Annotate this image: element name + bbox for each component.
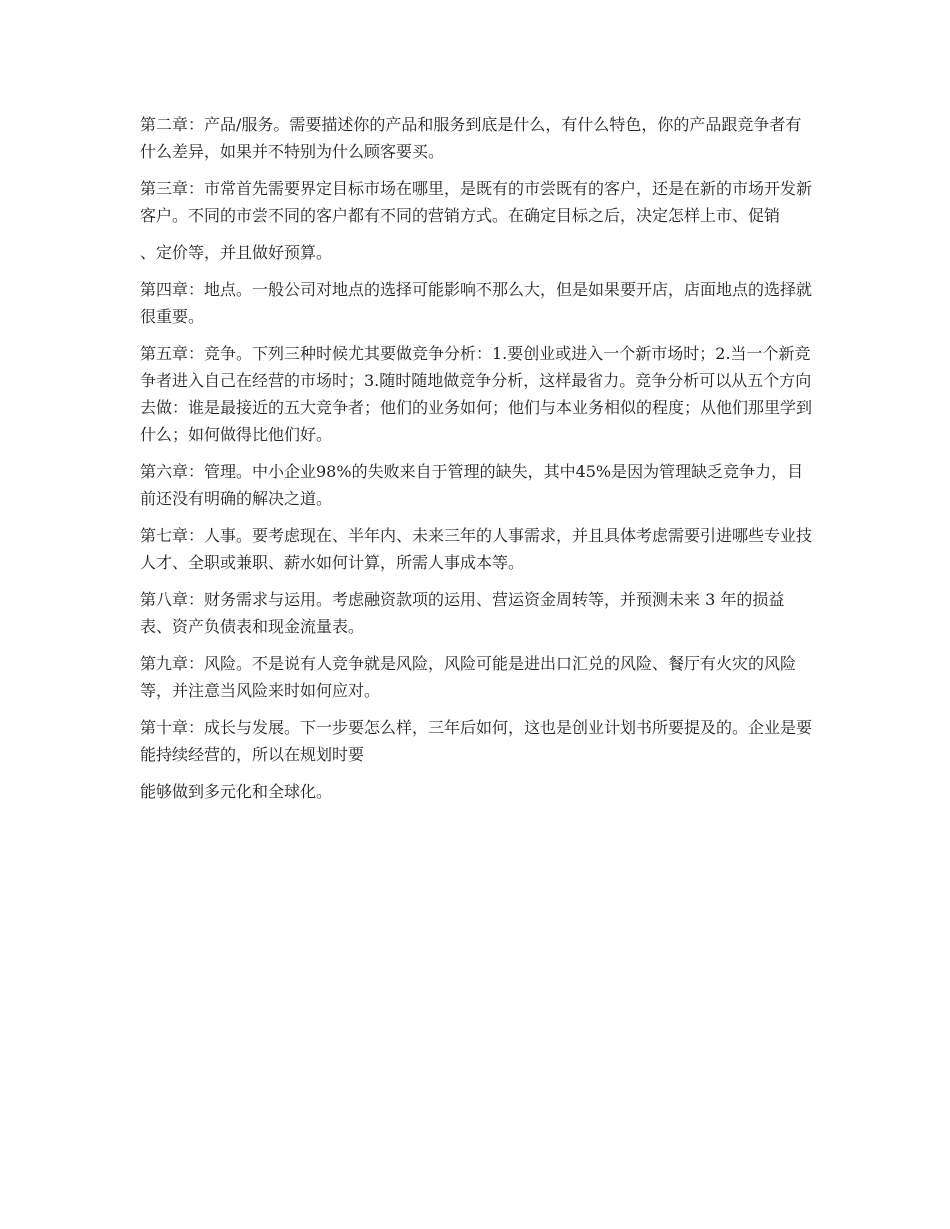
- paragraph-chapter-5: 第五章：竞争。下列三种时候尤其要做竞争分析：1.要创业或进入一个新市场时；2.当一个新竞争者进入自己在经营的市场时；3.随时随地做竞争分析，这样最省力。竞争分析可以从五个方向去做：谁是最接近的五大竞争者；他们的业务如何；他们与本业务相似的程度；从他们那里学到什么；如何做得比他们好。: [140, 344, 813, 444]
- paragraph-chapter-10: 第十章：成长与发展。下一步要怎么样，三年后如何，这也是创业计划书所要提及的。企业是要能持续经营的，所以在规划时要: [140, 718, 813, 764]
- paragraph-chapter-2: 第二章：产品/服务。需要描述你的产品和服务到底是什么，有什么特色，你的产品跟竞争者有什么差异，如果并不特别为什么顾客要买。: [140, 115, 802, 161]
- paragraph-chapter-7: 第七章：人事。要考虑现在、半年内、未来三年的人事需求，并且具体考虑需要引进哪些专业技人才、全职或兼职、薪水如何计算，所需人事成本等。: [140, 526, 813, 572]
- paragraph-chapter-3-continued: 、定价等，并且做好预算。: [140, 243, 333, 262]
- paragraph-chapter-8: 第八章：财务需求与运用。考虑融资款项的运用、营运资金周转等，并预测未来 3 年的损益表、资产负债表和现金流量表。: [140, 590, 785, 636]
- paragraph-chapter-9: 第九章：风险。不是说有人竞争就是风险，风险可能是进出口汇兑的风险、餐厅有火灾的风险等，并注意当风险来时如何应对。: [140, 654, 797, 700]
- paragraph-chapter-6: 第六章：管理。中小企业98%的失败来自于管理的缺失，其中45%是因为管理缺乏竞争力，目前还没有明确的解决之道。: [140, 462, 804, 508]
- paragraph-chapter-3: 第三章：市常首先需要界定目标市场在哪里，是既有的市尝既有的客户，还是在新的市场开发新客户。不同的市尝不同的客户都有不同的营销方式。在确定目标之后，决定怎样上市、促销: [140, 179, 813, 225]
- paragraph-chapter-10-continued: 能够做到多元化和全球化。: [140, 782, 333, 801]
- paragraph-chapter-4: 第四章：地点。一般公司对地点的选择可能影响不那么大，但是如果要开店，店面地点的选择就很重要。: [140, 280, 813, 326]
- document-body: [140, 111, 812, 815]
